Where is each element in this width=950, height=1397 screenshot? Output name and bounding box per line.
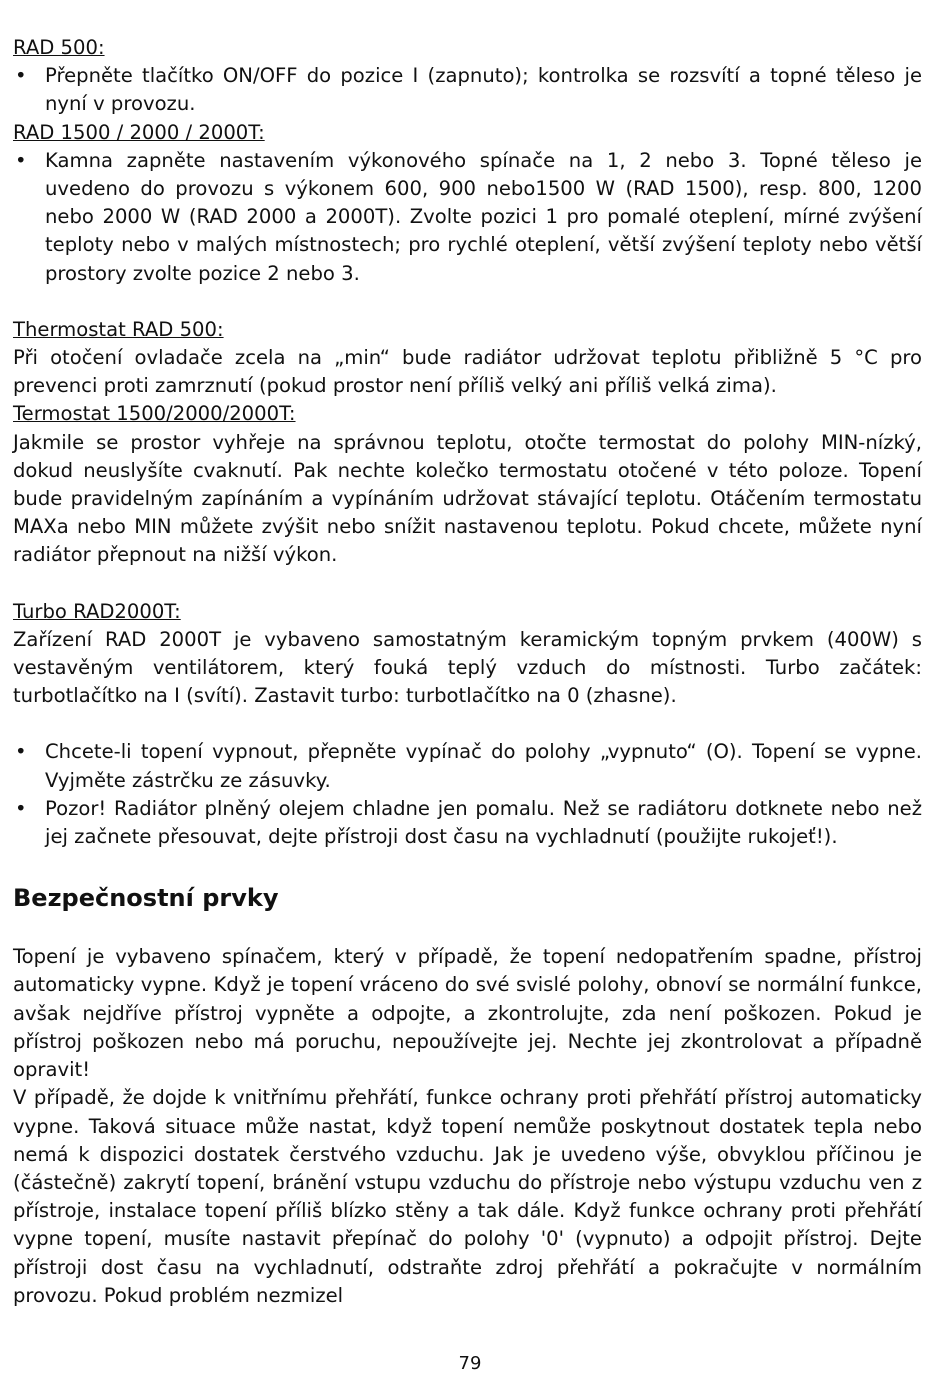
switch-off-bullet: • Chcete-li topení vypnout, přepněte vypínač do polohy „vypnuto“ (O). Topení se vypne. Vyjměte zástrčku ze zásuvky. bbox=[13, 738, 922, 794]
spacer bbox=[13, 570, 922, 598]
turbo-text: Zařízení RAD 2000T je vybaveno samostatným keramickým topným prvkem (400W) s vestavěným ventilátorem, který fouká teplý vzduch do místnosti. Turbo začátek: turbotlačítko na I (svítí). Zastavit turbo: turbotlačítko na 0 (zhasne). bbox=[13, 627, 922, 708]
spacer bbox=[13, 710, 922, 738]
thermostat500-heading: Thermostat RAD 500: bbox=[13, 317, 224, 341]
rad1500-list bbox=[13, 147, 922, 288]
turbo-heading: Turbo RAD2000T: bbox=[13, 599, 181, 623]
rad1500-bullet: • Kamna zapněte nastavením výkonového spínače na 1, 2 nebo 3. Topné těleso je uvedeno do provozu s výkonem 600, 900 nebo1500 W (RAD 1500), resp. 800, 1200 nebo 2000 W (RAD 2000 a 2000T). Zvolte pozici 1 pro pomalé oteplení, mírné zvýšení teploty nebo v malých místnostech; pro rychlé oteplení, větší zvýšení teploty nebo větší prostory zvolte pozice 2 nebo 3. bbox=[13, 147, 922, 288]
page-number: 79 bbox=[458, 1353, 482, 1374]
safety-paragraph-1: Topení je vybaveno spínačem, který v případě, že topení nedopatřením spadne, přístroj automaticky vypne. Když je topení vráceno do své svislé polohy, obnoví se normální funkce, avšak nejdříve přístroj vypněte a odpojte, a zkontrolujte, zda není poškozen. Pokud je přístroj poškozen nebo má poruchu, nepoužívejte jej. Nechte jej zkontrolovat a případně opravit! bbox=[13, 945, 922, 1082]
rad500-bullet: • Přepněte tlačítko ON/OFF do pozice I (zapnuto); kontrolka se rozsvítí a topné těleso je nyní v provozu. bbox=[13, 62, 922, 118]
rad500-list bbox=[13, 62, 922, 118]
switch-off-list bbox=[13, 738, 922, 851]
caution-bullet: • Pozor! Radiátor plněný olejem chladne jen pomalu. Než se radiátoru dotknete nebo než jej začnete přesouvat, dejte přístroji dost času na vychladnutí (použijte rukojeť!). bbox=[13, 795, 922, 851]
termostat1500-text: Jakmile se prostor vyhřeje na správnou teplotu, otočte termostat do polohy MIN-nízký, dokud neuslyšíte cvaknutí. Pak nechte kolečko termostatu otočené v této poloze. Topení bude pravidelným zapínáním a vypínáním udržovat stávající teplotu. Otáčením termostatu MAXa nebo MIN můžete zvýšit nebo snížit nastavenou teplotu. Pokud chcete, můžete nyní radiátor přepnout na nižší výkon. bbox=[13, 430, 922, 567]
thermostat500-text: Při otočení ovladače zcela na „min“ bude radiátor udržovat teplotu přibližně 5 °C pro prevenci proti zamrznutí (pokud prostor není příliš velký ani příliš velká zima). bbox=[13, 346, 922, 398]
termostat1500-heading: Termostat 1500/2000/2000T: bbox=[13, 402, 296, 426]
document-page bbox=[13, 34, 922, 1310]
rad1500-heading: RAD 1500 / 2000 / 2000T: bbox=[13, 120, 265, 144]
spacer bbox=[13, 288, 922, 316]
safety-title: Bezpečnostní prvky bbox=[13, 884, 279, 913]
safety-paragraph-2: V případě, že dojde k vnitřnímu přehřátí, funkce ochrany proti přehřátí přístroj automaticky vypne. Taková situace může nastat, když topení nemůže poskytnout dostatek tepla nebo nemá k dispozici dostatek čerstvého vzduchu. Jak je uvedeno výše, obvyklou příčinou je (částečně) zakrytí topení, bránění vstupu vzduchu do přístroje nebo výstupu vzduchu ven z přístroje, instalace topení příliš blízko stěny a tak dále. Když funkce ochrany proti přehřátí vypne topení, musíte nastavit přepínač do polohy '0' (vypnuto) a odpojit přístroj. Dejte přístroji dost času na vychladnutí, odstraňte zdroj přehřátí a pokračujte v normálním provozu. Pokud problém nezmizel bbox=[13, 1086, 922, 1307]
rad500-heading: RAD 500: bbox=[13, 36, 105, 59]
